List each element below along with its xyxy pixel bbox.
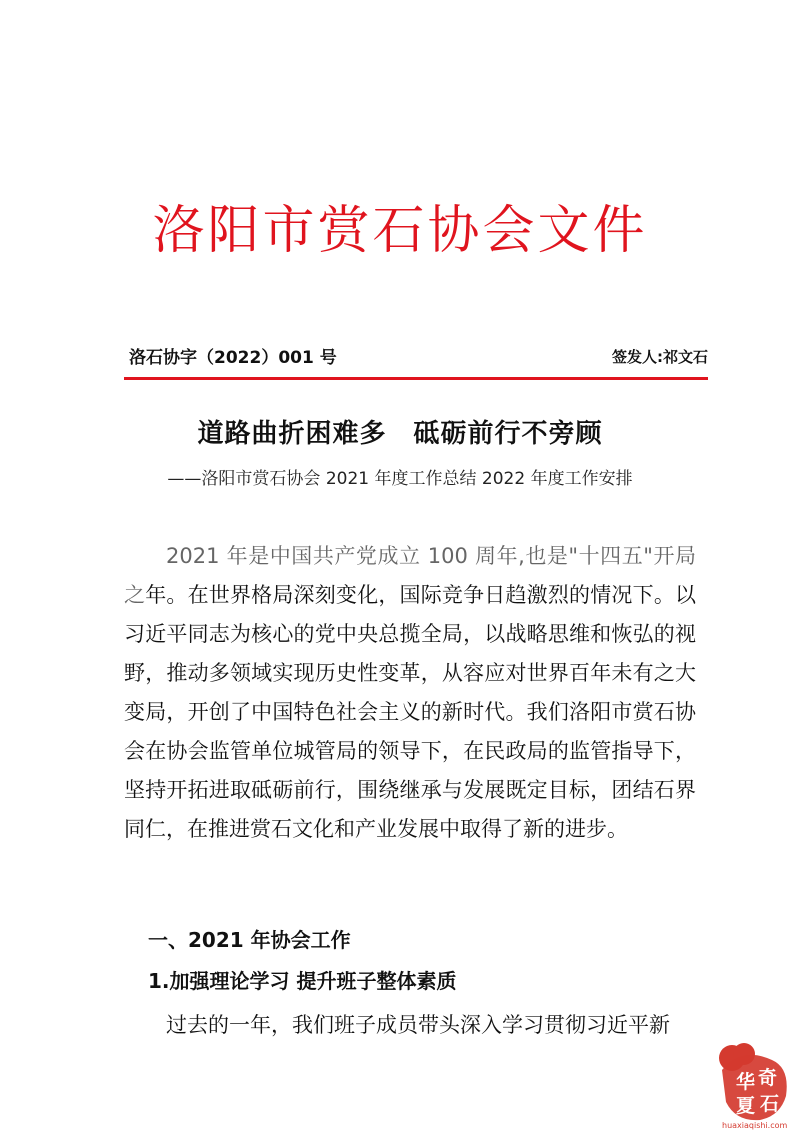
svg-text:华: 华 bbox=[736, 1071, 756, 1093]
body-paragraph-1 bbox=[124, 537, 696, 849]
subsection-heading-1-1: 1.加强理论学习 提升班子整体素质 bbox=[148, 969, 457, 993]
svg-text:奇: 奇 bbox=[758, 1067, 778, 1089]
document-number: 洛石协字（2022）001 号 bbox=[129, 348, 337, 368]
svg-text:夏: 夏 bbox=[736, 1095, 756, 1117]
article-title: 道路曲折困难多 砥砺前行不旁顾 bbox=[197, 419, 603, 449]
body-paragraph-2: 过去的一年，我们班子成员带头深入学习贯彻习近平新 bbox=[166, 1013, 670, 1037]
site-watermark-logo bbox=[716, 1036, 800, 1131]
svg-text:石: 石 bbox=[760, 1093, 780, 1115]
article-subtitle: ——洛阳市赏石协会 2021 年度工作总结 2022 年度工作安排 bbox=[167, 469, 633, 489]
svg-text:huaxiaqishi.com: huaxiaqishi.com bbox=[722, 1121, 788, 1130]
paragraph-1-lead: 2021 年是中国共产党成立 100 周年,也是"十四五"开局之 bbox=[124, 544, 696, 607]
section-heading-1: 一、2021 年协会工作 bbox=[148, 928, 351, 952]
red-divider-line bbox=[124, 377, 708, 380]
paragraph-1-rest: 年。在世界格局深刻变化，国际竞争日趋激烈的情况下。以习近平同志为核心的党中央总揽全局，以战略思维和恢弘的视野，推动多领域实现历史性变革，从容应对世界百年未有之大变局，开创了中国特色社会主义的新时代。我们洛阳市赏石协会在协会监管单位城管局的领导下，在民政局的监管指导下，坚持开拓进取砥砺前行，围绕继承与发展既定目标，团结石界同仁，在推进赏石文化和产业发展中取得了新的进步。 bbox=[124, 583, 697, 841]
document-header-title: 洛阳市赏石协会文件 bbox=[152, 201, 648, 261]
issuer-signature: 签发人:祁文石 bbox=[612, 348, 708, 366]
